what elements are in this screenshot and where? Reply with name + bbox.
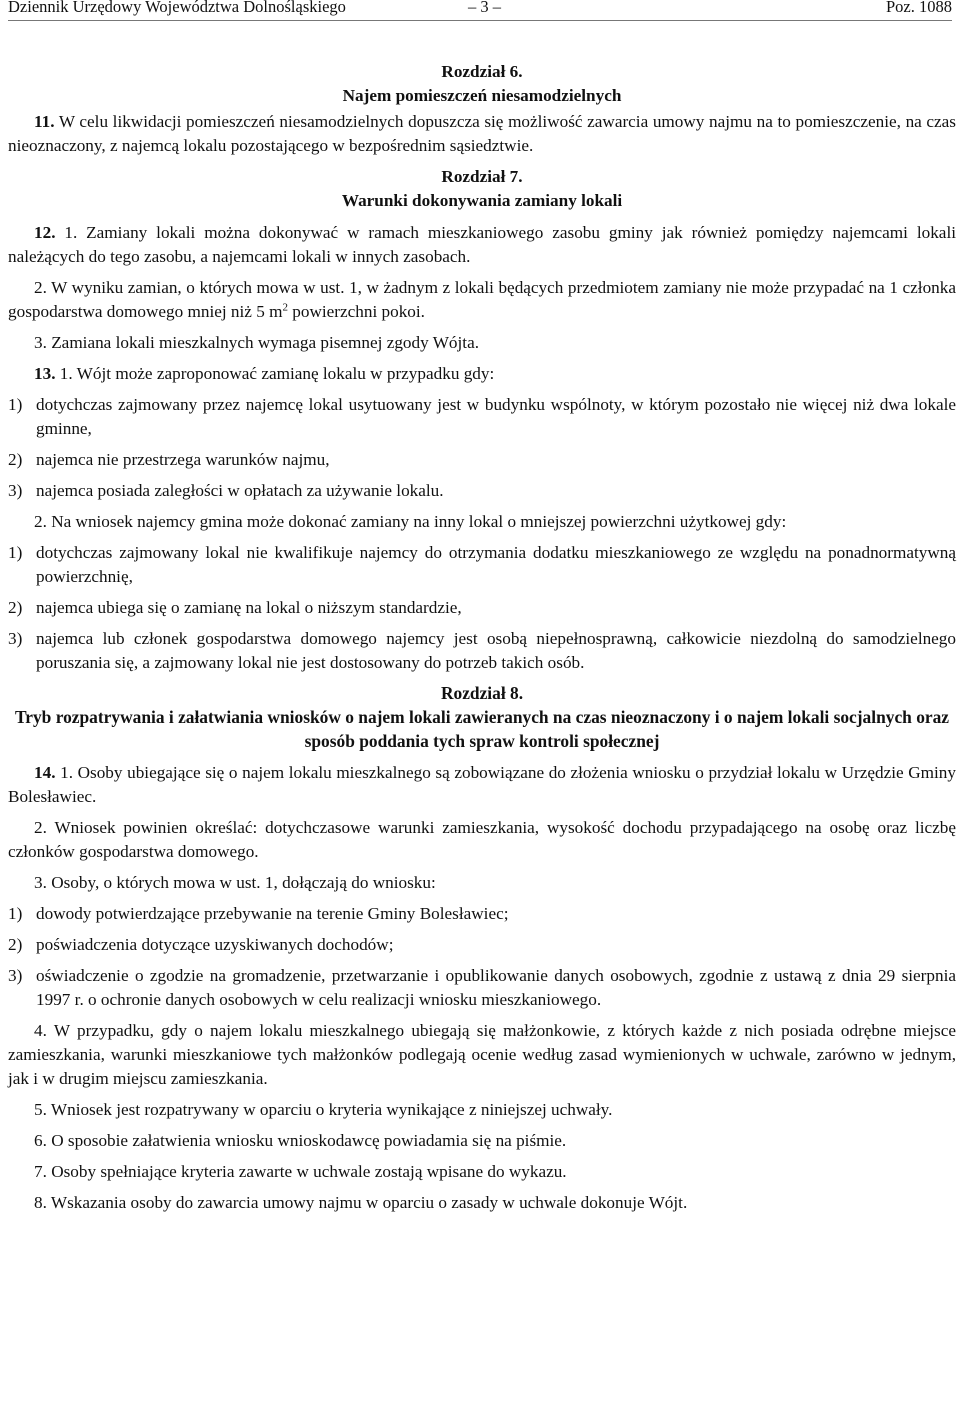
list-item-text: najemca posiada zaległości w opłatach za używanie lokalu. [36,481,444,500]
list-item [8,479,956,503]
paragraph-11-text: W celu likwidacji pomieszczeń niesamodzielnych dopuszcza się możliwość zawarcia umowy najmu na to pomieszczenie, na czas nieoznaczony, z najemcą lokalu pozostającego w bezpośrednim sąsiedztwie. [8,112,956,155]
list-item-number: 2) [8,935,23,954]
chapter-6-subtitle: Najem pomieszczeń niesamodzielnych [342,86,622,105]
list-item [8,933,956,957]
list-item-text: najemca lub członek gospodarstwa domowego najemcy jest osobą niepełnosprawną, całkowicie niezdolną do samodzielnego poruszania się, a zajmowany lokal nie jest dostosowany do potrzeb takich osób. [36,629,956,672]
paragraph-12-number: 12. [34,223,56,242]
list-item-number: 2) [8,450,23,469]
paragraph-14-5: 5. Wniosek jest rozpatrywany w oparciu o kryteria wynikające z niniejszej uchwały. [34,1100,613,1119]
paragraph-12-2-end: powierzchni pokoi. [287,302,425,321]
paragraph-13-1-text: 1. Wójt może zaproponować zamianę lokalu w przypadku gdy: [55,364,495,383]
list-item-text: dotychczas zajmowany przez najemcę lokal usytuowany jest w budynku wspólnoty, w którym pozostało nie więcej niż dwa lokale gminne, [36,395,956,438]
page-header [8,0,952,21]
paragraph-14-3: 3. Osoby, o których mowa w ust. 1, dołączają do wniosku: [34,873,436,892]
paragraph-13-number: 13. [34,364,56,383]
list-item [8,964,956,1012]
page-number: – 3 – [468,0,501,16]
paragraph-11-number: 11. [34,112,55,131]
paragraph-14-2: 2. Wniosek powinien określać: dotychczasowe warunki zamieszkania, wysokość dochodu przypadającego na osobę oraz liczbę członków gospodarstwa domowego. [8,818,956,861]
chapter-7-subtitle: Warunki dokonywania zamiany lokali [341,191,623,210]
list-item [8,627,956,675]
list-item [8,596,956,620]
list-item-text: najemca ubiega się o zamianę na lokal o niższym standardzie, [36,598,462,617]
paragraph-14-number: 14. [34,763,56,782]
list-item [8,448,956,472]
list-item-number: 1) [8,395,23,414]
paragraph-14-1 [8,761,956,809]
paragraph-12-2 [8,276,956,324]
list-item [8,393,956,441]
list-item-number: 3) [8,481,23,500]
paragraph-13-2: 2. Na wniosek najemcy gmina może dokonać zamiany na inny lokal o mniejszej powierzchni użytkowej gdy: [34,512,787,531]
list-item-number: 1) [8,543,23,562]
chapter-6-title: Rozdział 6. [441,62,523,81]
paragraph-14-8: 8. Wskazania osoby do zawarcia umowy najmu w oparciu o zasady w uchwale dokonuje Wójt. [34,1193,688,1212]
list-item [8,902,956,926]
paragraph-14-4: 4. W przypadku, gdy o najem lokalu mieszkalnego ubiegają się małżonkowie, z których każde z nich posiada odrębne miejsce zamieszkania, warunki mieszkaniowe tych małżonków podlegają ocenie według zasad wymienionych w uchwale, zarówno w jednym, jak i w drugim miejscu zamieszkania. [8,1021,956,1088]
paragraph-11 [8,110,956,158]
paragraph-12-2-text: 2. W wyniku zamian, o których mowa w ust. 1, w żadnym z lokali będących przedmiotem zamiany nie może przypadać na 1 członka gospodarstwa domowego mniej niż 5 m [8,278,956,321]
list-item-number: 3) [8,629,23,648]
chapter-8-title: Rozdział 8. [440,683,524,703]
paragraph-14-6: 6. O sposobie załatwienia wniosku wnioskodawcę powiadamia się na piśmie. [34,1131,567,1150]
list-item-text: oświadczenie o zgodzie na gromadzenie, przetwarzanie i opublikowanie danych osobowych, zgodnie z ustawą z dnia 29 sierpnia 1997 r. o ochronie danych osobowych w celu realizacji wniosku mieszkaniowego. [36,966,956,1009]
paragraph-13-1 [8,362,956,386]
paragraph-12-1-text: 1. Zamiany lokali można dokonywać w ramach mieszkaniowego zasobu gminy jak również pomiędzy najemcami lokali należących do tego zasobu, a najemcami lokali w innych zasobach. [8,223,956,266]
list-item-number: 1) [8,904,23,923]
list-item-number: 2) [8,598,23,617]
paragraph-14-1-text: 1. Osoby ubiegające się o najem lokalu mieszkalnego są zobowiązane do złożenia wniosku o przydział lokalu w Urzędzie Gminy Bolesławiec. [8,763,956,806]
list-item-text: najemca nie przestrzega warunków najmu, [36,450,330,469]
superscript-2: 2 [282,301,288,314]
document-body [8,60,956,1215]
journal-title: Dziennik Urzędowy Województwa Dolnośląskiego [8,0,346,16]
chapter-7-title: Rozdział 7. [441,167,523,186]
list-item-text: poświadczenia dotyczące uzyskiwanych dochodów; [36,935,394,954]
header-divider [8,20,952,21]
paragraph-12-1 [8,221,956,269]
list-item-text: dowody potwierdzające przebywanie na terenie Gminy Bolesławiec; [36,904,509,923]
list-item [8,541,956,589]
paragraph-12-3: 3. Zamiana lokali mieszkalnych wymaga pisemnej zgody Wójta. [34,333,479,352]
chapter-8-subtitle: Tryb rozpatrywania i załatwiania wniosków o najem lokali zawieranych na czas nieoznaczony i o najem lokali socjalnych oraz sposób poddania tych spraw kontroli społecznej [14,707,950,751]
list-item-text: dotychczas zajmowany lokal nie kwalifikuje najemcy do otrzymania dodatku mieszkaniowego ze względu na ponadnormatywną powierzchnię, [36,543,956,586]
position-number: Poz. 1088 [886,0,952,16]
list-item-number: 3) [8,966,23,985]
paragraph-14-7: 7. Osoby spełniające kryteria zawarte w uchwale zostają wpisane do wykazu. [34,1162,567,1181]
